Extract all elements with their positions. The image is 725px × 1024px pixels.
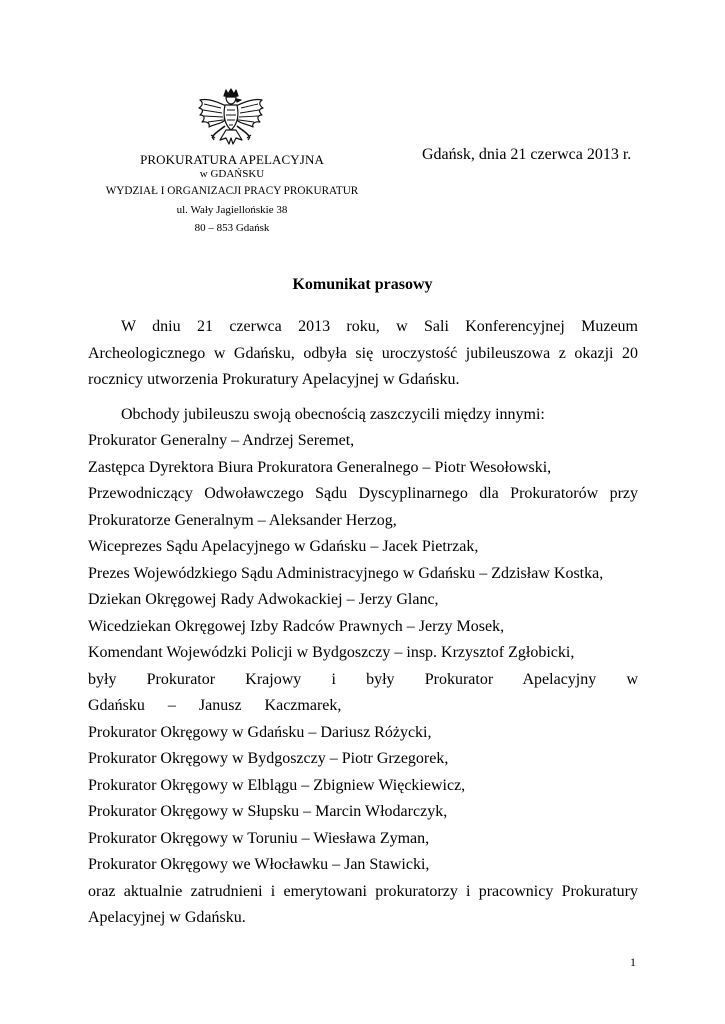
guest-list <box>88 428 638 932</box>
list-item: były Prokurator Krajowy i były Prokurator Apelacyjny w Gdańsku – Janusz Kaczmarek, <box>88 670 638 714</box>
document-body <box>88 314 638 932</box>
page-number: 1 <box>630 955 636 969</box>
department-name: WYDZIAŁ I ORGANIZACJI PRACY PROKURATUR <box>105 185 359 197</box>
postal-address: 80 – 853 Gdańsk <box>194 222 270 234</box>
institution-city: w GDAŃSKU <box>199 168 265 180</box>
list-item: Prokurator Okręgowy we Włocławku – Jan Stawicki, <box>88 856 430 873</box>
list-item: Prokurator Okręgowy w Toruniu – Wiesława Zyman, <box>88 829 430 847</box>
intro-paragraph: W dniu 21 czerwca 2013 roku, w Sali Konferencyjnej Muzeum Archeologicznego w Gdańsku, odbyła się uroczystość jubileuszowa z okazji 20 rocznicy utworzenia Prokuratury Apelacyjnej w Gdańsku. <box>88 318 638 388</box>
guests-intro: Obchody jubileuszu swoją obecnością zaszczycili między innymi: <box>121 405 545 423</box>
list-item: Przewodniczący Odwoławczego Sądu Dyscyplinarnego dla Prokuratorów przy Prokuratorze Generalnym – Aleksander Herzog, <box>88 485 638 529</box>
list-item: Prezes Wojewódzkiego Sądu Administracyjnego w Gdańsku – Zdzisław Kostka, <box>88 564 604 582</box>
document-date: Gdańsk, dnia 21 czerwca 2013 r. <box>422 146 632 163</box>
list-item: Prokurator Okręgowy w Słupsku – Marcin Włodarczyk, <box>88 803 448 820</box>
list-item: Wicedziekan Okręgowej Izby Radców Prawnych – Jerzy Mosek, <box>88 617 505 635</box>
list-item: Komendant Wojewódzki Policji w Bydgoszczy – insp. Krzysztof Zgłobicki, <box>88 644 575 661</box>
sender-header <box>82 152 382 236</box>
list-item: Zastępca Dyrektora Biura Prokuratora Generalnego – Piotr Wesołowski, <box>88 458 552 476</box>
list-item: Wiceprezes Sądu Apelacyjnego w Gdańsku – Jacek Pietrzak, <box>88 538 479 555</box>
list-item: Prokurator Okręgowy w Bydgoszczy – Piotr Grzegorek, <box>88 750 449 767</box>
document-title: Komunikat prasowy <box>292 276 433 293</box>
institution-name: PROKURATURA APELACYJNA <box>140 152 324 167</box>
list-item: Prokurator Generalny – Andrzej Seremet, <box>88 432 355 449</box>
polish-eagle-emblem-icon <box>196 88 266 150</box>
list-item: Dziekan Okręgowej Rady Adwokackiej – Jerzy Glanc, <box>88 591 439 608</box>
list-item: Prokurator Okręgowy w Gdańsku – Dariusz Różycki, <box>88 723 432 741</box>
list-item: oraz aktualnie zatrudnieni i emerytowani prokuratorzy i pracownicy Prokuratury Apelacyjnej w Gdańsku. <box>88 882 638 926</box>
street-address: ul. Wały Jagiellońskie 38 <box>176 204 288 216</box>
list-item: Prokurator Okręgowy w Elblągu – Zbigniew Więckiewicz, <box>88 776 466 794</box>
